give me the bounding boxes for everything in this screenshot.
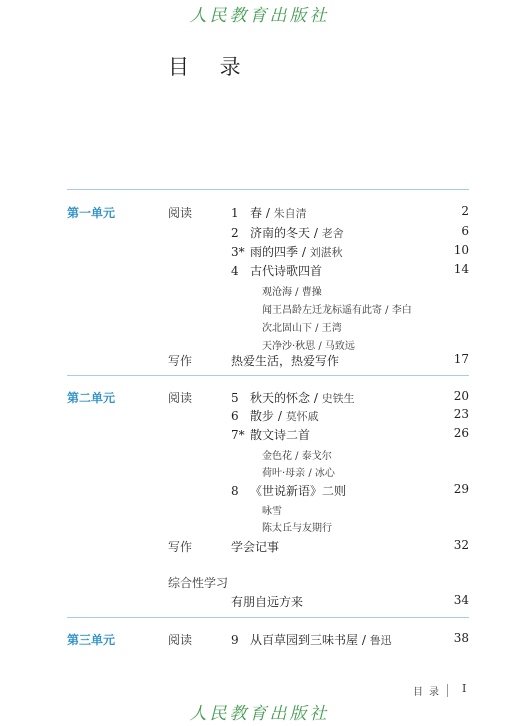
entry-author: 史铁生 [321,392,355,405]
writing-entry[interactable] [231,352,469,369]
entry-page: 6 [461,224,469,238]
sub-entry-title: 金色花 [262,451,292,462]
sub-entry-author: 王湾 [321,323,342,334]
entry-title: 散文诗二首 [250,428,311,442]
sub-entry-title: 陈太丘与友期行 [262,523,332,534]
entry-page: 34 [453,593,469,607]
entry-title: 《世说新语》二则 [250,484,347,498]
entry-title: 从百草园到三味书屋 [250,633,359,647]
entry-page: 14 [453,262,469,276]
sub-entry[interactable]: 金色花 / 泰戈尔 [262,451,332,462]
entry-number: 1 [231,206,239,220]
integrated-title: 有朋自远方来 [231,595,304,609]
sub-entry[interactable] [262,502,282,517]
sub-entry-author: 马致远 [324,341,355,352]
sub-entry-author: 冰心 [314,468,335,479]
section-reading: 阅读 [168,391,193,405]
toc-entry[interactable] [231,426,469,444]
sub-entry-title: 次北固山下 [262,323,312,334]
sub-entry-author: 李白 [391,305,412,316]
entry-number: 9 [231,633,239,647]
entry-number: 5 [231,391,239,405]
entry-number: 7* [231,428,245,442]
unit-divider [67,375,469,376]
toc-entry[interactable]: 9 从百草园到三味书屋 / 鲁迅 38 [231,631,469,647]
sub-entry-title: 咏雪 [262,506,282,517]
toc-entry[interactable] [231,482,469,500]
entry-author: 朱自清 [273,207,307,220]
entry-number: 3* [231,245,245,259]
entry-page: 20 [453,389,469,403]
entry-page: 10 [453,243,469,257]
entry-page: 2 [461,204,469,218]
sub-entry[interactable] [262,519,332,534]
sub-entry-title: 闻王昌龄左迁龙标遥有此寄 [262,305,382,316]
toc-entry[interactable]: 1 春 / 朱自清 2 [231,204,469,220]
publisher-logo-bottom: 人民教育出版社 [189,704,330,724]
entry-title: 散步 [250,409,275,423]
sub-entry-title: 天净沙·秋思 [262,341,316,352]
writing-title: 热爱生活，热爱写作 [231,354,340,368]
entry-page: 17 [453,352,469,366]
toc-entry[interactable]: 6 散步 / 莫怀戚 23 [231,407,469,423]
publisher-logo-top: 人民教育出版社 [189,6,330,26]
section-writing: 写作 [168,354,193,368]
sub-entry[interactable]: 闻王昌龄左迁龙标遥有此寄 / 李白 [262,305,412,316]
sub-entry[interactable]: 天净沙·秋思 / 马致远 [262,341,355,352]
unit-divider [67,617,469,618]
footer-divider [447,684,448,697]
integrated-entry[interactable] [231,593,469,610]
entry-page: 29 [453,482,469,496]
entry-author: 刘湛秋 [309,246,343,259]
entry-title: 古代诗歌四首 [250,264,323,278]
entry-number: 2 [231,226,239,240]
section-reading: 阅读 [168,206,193,220]
sub-entry[interactable]: 荷叶·母亲 / 冰心 [262,468,335,479]
toc-entry[interactable] [231,262,469,280]
unit-1-label: 第一单元 [67,206,116,220]
entry-title: 雨的四季 [250,245,299,259]
toc-entry[interactable]: 2 济南的冬天 / 老舍 6 [231,224,469,240]
sub-entry-title: 荷叶·母亲 [262,468,306,479]
entry-page: 23 [453,407,469,421]
footer-page-number: I [462,682,467,695]
entry-number: 4 [231,264,239,278]
page-title: 目 录 [168,55,253,79]
sub-entry[interactable]: 观沧海 / 曹操 [262,287,322,298]
toc-entry[interactable]: 5 秋天的怀念 / 史铁生 20 [231,389,469,405]
unit-2-label: 第二单元 [67,391,116,405]
sub-entry[interactable]: 次北固山下 / 王湾 [262,323,342,334]
writing-title: 学会记事 [231,540,280,554]
toc-entry[interactable]: 3* 雨的四季 / 刘湛秋 10 [231,243,469,259]
entry-page: 26 [453,426,469,440]
entry-author: 鲁迅 [369,634,392,647]
writing-entry[interactable] [231,538,469,555]
entry-number: 6 [231,409,239,423]
entry-author: 莫怀戚 [285,410,319,423]
section-reading: 阅读 [168,633,193,647]
entry-page: 32 [453,538,469,552]
sub-entry-author: 泰戈尔 [301,451,332,462]
entry-author: 老舍 [321,227,344,240]
footer-label: 目录 [413,687,445,698]
sub-entry-author: 曹操 [301,287,322,298]
entry-page: 38 [453,631,469,645]
entry-title: 秋天的怀念 [250,391,311,405]
unit-3-label: 第三单元 [67,633,116,647]
sub-entry-title: 观沧海 [262,287,292,298]
section-writing: 写作 [168,540,193,554]
unit-divider [67,189,469,190]
entry-number: 8 [231,484,239,498]
entry-title: 济南的冬天 [250,226,311,240]
entry-title: 春 [250,206,263,220]
section-integrated-learning: 综合性学习 [168,576,229,590]
